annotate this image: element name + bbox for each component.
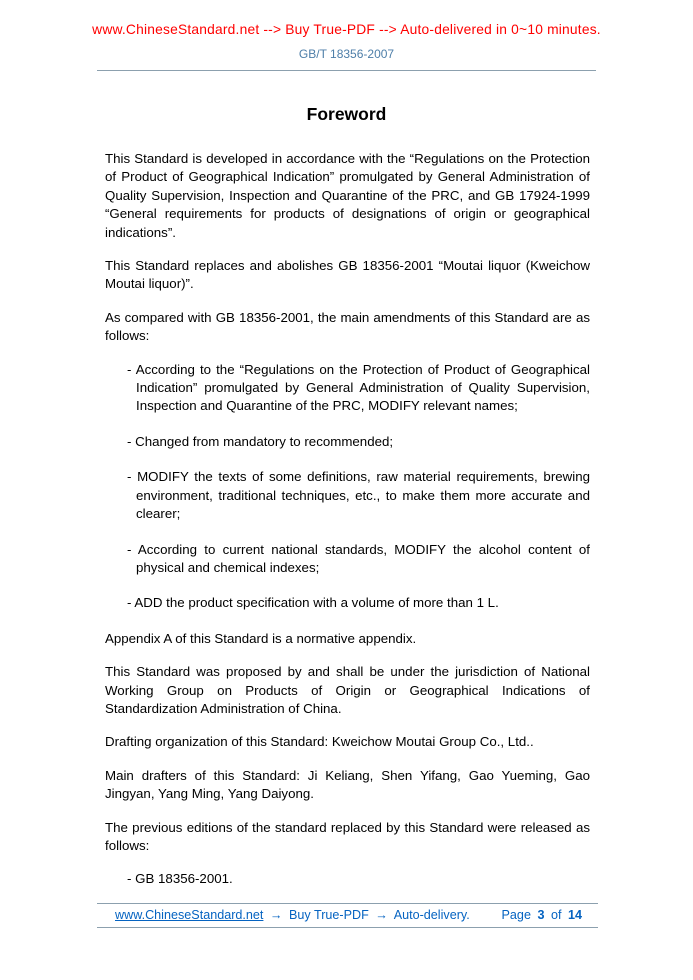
list-item-modify-names: - According to the “Regulations on the Protection of Product of Geographical Indication” promulgated by General Administration of Quality Supervision, Inspection and Quarantine of the PRC, MODIFY relevant names; <box>127 361 590 414</box>
footer-site-link[interactable]: www.ChineseStandard.net <box>115 908 264 922</box>
paragraph-jurisdiction: This Standard was proposed by and shall be under the jurisdiction of National Working Group on Products of Origin or Geographical Indications of Standardization Administration of China. <box>105 664 590 716</box>
page-indicator <box>499 908 582 922</box>
list-item-previous-edition: - GB 18356-2001. <box>127 871 233 887</box>
footer-row <box>97 903 598 928</box>
footer-left <box>115 908 473 922</box>
list-item-recommended: - Changed from mandatory to recommended; <box>127 433 394 449</box>
footer-buy-label: Buy True-PDF <box>289 908 369 922</box>
footer <box>97 903 598 928</box>
paragraph-drafters: Main drafters of this Standard: Ji Keliang, Shen Yifang, Gao Yueming, Gao Jingyan, Yang Ming, Yang Daiyong. <box>105 767 590 802</box>
footer-delivery-label: Auto-delivery. <box>393 908 470 922</box>
paragraph-amendments-intro: As compared with GB 18356-2001, the main amendments of this Standard are as follows: <box>105 309 590 344</box>
page-of-label: of <box>550 908 562 922</box>
arrow-right-icon: → <box>269 908 283 922</box>
page-current: 3 <box>537 908 545 922</box>
paragraph-scope: This Standard is developed in accordance with the “Regulations on the Protection of Product of Geographical Indication” promulgated by General Administration of Quality Supervision, Inspection and Quarantine of the PRC, and GB 17924-1999 “General requirements for products of designations of origin or geographical indications”. <box>105 151 590 240</box>
page-label: Page <box>501 908 531 922</box>
header-divider <box>97 70 596 71</box>
page-total: 14 <box>567 908 582 922</box>
list-item-alcohol-content: - According to current national standards, MODIFY the alcohol content of physical and chemical indexes; <box>127 541 590 575</box>
list-item-modify-texts: - MODIFY the texts of some definitions, raw material requirements, brewing environment, traditional techniques, etc., to make them more accurate and clearer; <box>127 469 590 522</box>
doc-code: GB/T 18356-2007 <box>298 47 395 61</box>
paragraph-replaces: This Standard replaces and abolishes GB 18356-2001 “Moutai liquor (Kweichow Moutai liquor)”. <box>105 258 590 292</box>
paragraph-previous-editions: The previous editions of the standard replaced by this Standard were released as follows: <box>105 819 590 853</box>
paragraph-appendix: Appendix A of this Standard is a normative appendix. <box>105 630 417 646</box>
top-banner-text: www.ChineseStandard.net --> Buy True-PDF --> Auto-delivered in 0~10 minutes. <box>92 22 601 37</box>
document-body <box>105 150 590 889</box>
arrow-right-icon: → <box>375 908 388 922</box>
page-title: Foreword <box>306 104 387 124</box>
paragraph-drafting-org: Drafting organization of this Standard: Kweichow Moutai Group Co., Ltd.. <box>105 734 534 750</box>
list-item-add-specification: - ADD the product specification with a volume of more than 1 L. <box>127 595 499 611</box>
